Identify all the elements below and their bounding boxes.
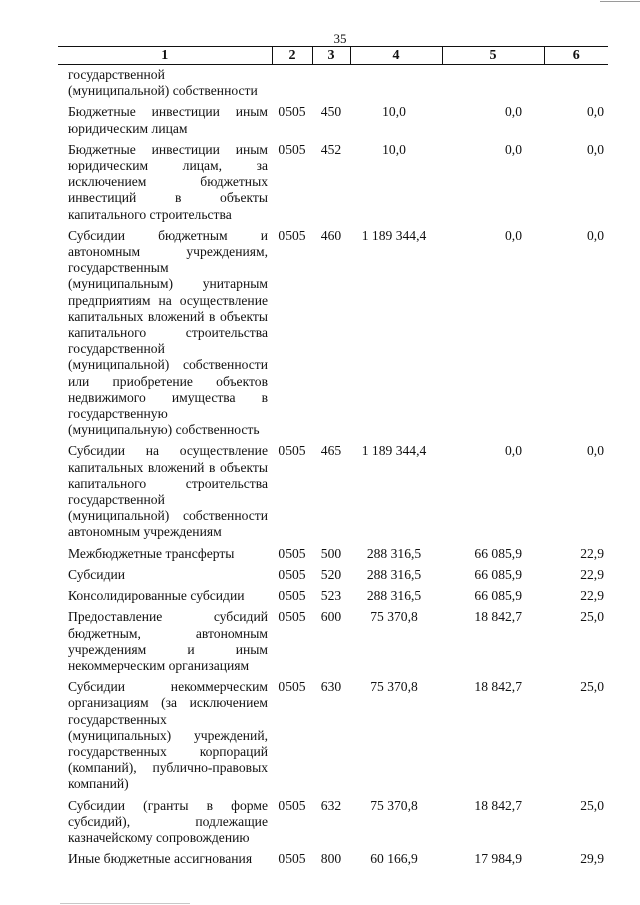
value-col6: 22,9 [580,545,604,561]
expense-type-code: 520 [320,566,342,582]
table-row [58,679,608,797]
section-code: 0505 [278,679,306,695]
table-row [58,65,608,105]
value-col5: 18 842,7 [474,679,522,695]
value-col5: 66 085,9 [474,545,522,561]
row-name: Субсидии бюджетным и автономным учреждениям, государственным (муниципальным) унитарным предприятиям на осуществление капитальных вложений в объекты капитального строительства государственной (муниципальной) собственности или приобретение объектов недвижимого имущества в государственную (муниципальную) собственность [68,227,268,438]
value-col6: 29,9 [580,851,604,867]
section-code: 0505 [278,609,306,625]
expense-type-code: 460 [320,227,342,243]
expense-type-code: 452 [320,141,342,157]
expense-type-code [312,65,350,105]
section-code: 0505 [278,227,306,243]
value-col6: 25,0 [580,679,604,695]
value-col6: 0,0 [587,227,604,243]
header-row [58,47,608,65]
expense-type-code: 450 [320,104,342,120]
section-code: 0505 [278,141,306,157]
column-header-5: 5 [442,47,544,65]
table-row [58,228,608,444]
column-header-1: 1 [58,47,272,65]
section-code: 0505 [278,851,306,867]
budget-table [58,46,608,872]
row-name: Субсидии (гранты в форме субсидий), подлежащие казначейскому сопровождению [68,797,268,845]
value-col4: 288 316,5 [366,566,422,582]
value-col4: 75 370,8 [370,679,418,695]
table-row [58,546,608,567]
value-col4: 75 370,8 [370,797,418,813]
value-col4: 288 316,5 [366,588,422,604]
table-row [58,443,608,545]
value-col6: 0,0 [587,104,604,120]
table-body [58,65,608,873]
value-col5: 0,0 [505,227,522,243]
row-name: Субсидии некоммерческим организациям (за исключением государственных (муниципальных) учреждений, государственных корпораций (компаний), публично-правовых компаний) [68,679,268,792]
value-col6: 0,0 [587,141,604,157]
row-name: Бюджетные инвестиции иным юридическим лицам, за исключением бюджетных инвестиций в объекты капитального строительства [68,141,268,222]
table-row [58,798,608,852]
value-col5: 66 085,9 [474,566,522,582]
expense-type-code: 600 [320,609,342,625]
scan-artifact-top [600,1,640,2]
expense-type-code: 630 [320,679,342,695]
row-name: Иные бюджетные ассигнования [68,851,253,867]
table-row [58,104,608,141]
value-col4: 60 166,9 [370,851,418,867]
row-name: Субсидии на осуществление капитальных вложений в объекты капитального строительства государственной (муниципальной) собственности автономным учреждениям [68,443,268,540]
expense-type-code: 465 [320,443,342,459]
section-code: 0505 [278,588,306,604]
row-name: Предоставление субсидий бюджетным, автономным учреждениям и иным некоммерческим организациям [68,609,268,673]
column-header-6: 6 [544,47,608,65]
value-col5 [442,65,544,105]
value-col6: 22,9 [580,588,604,604]
row-name: Бюджетные инвестиции иным юридическим лицам [68,104,268,136]
row-name: Субсидии [68,566,126,582]
value-col6: 25,0 [580,609,604,625]
value-col4: 1 189 344,4 [361,443,427,459]
section-code: 0505 [278,797,306,813]
section-code: 0505 [278,566,306,582]
value-col5: 18 842,7 [474,797,522,813]
value-col4: 75 370,8 [370,609,418,625]
section-code: 0505 [278,104,306,120]
value-col6: 22,9 [580,566,604,582]
row-name: Консолидированные субсидии [68,588,245,604]
value-col6: 0,0 [587,443,604,459]
section-code: 0505 [278,443,306,459]
row-name: Межбюджетные трансферты [68,545,235,561]
column-header-4: 4 [350,47,442,65]
section-code [272,65,312,105]
value-col4: 288 316,5 [366,545,422,561]
value-col5: 0,0 [505,141,522,157]
page-number: 35 [333,31,347,46]
scan-artifact-bottom [60,903,190,904]
column-header-3: 3 [312,47,350,65]
table-row [58,609,608,679]
column-header-2: 2 [272,47,312,65]
expense-type-code: 523 [320,588,342,604]
value-col5: 0,0 [505,443,522,459]
table-row [58,851,608,872]
value-col6 [544,65,608,105]
section-code: 0505 [278,545,306,561]
value-col5: 0,0 [505,104,522,120]
table-row [58,588,608,609]
table-header [58,47,608,65]
value-col5: 18 842,7 [474,609,522,625]
value-col4: 1 189 344,4 [361,227,427,243]
expense-type-code: 632 [320,797,342,813]
value-col6: 25,0 [580,797,604,813]
expense-type-code: 500 [320,545,342,561]
value-col4: 10,0 [382,141,406,157]
expense-type-code: 800 [320,851,342,867]
row-name: государственной (муниципальной) собственности [68,67,258,99]
value-col5: 66 085,9 [474,588,522,604]
value-col5: 17 984,9 [474,851,522,867]
table-row [58,567,608,588]
table-row [58,142,608,228]
value-col4 [350,65,442,105]
value-col4: 10,0 [382,104,406,120]
